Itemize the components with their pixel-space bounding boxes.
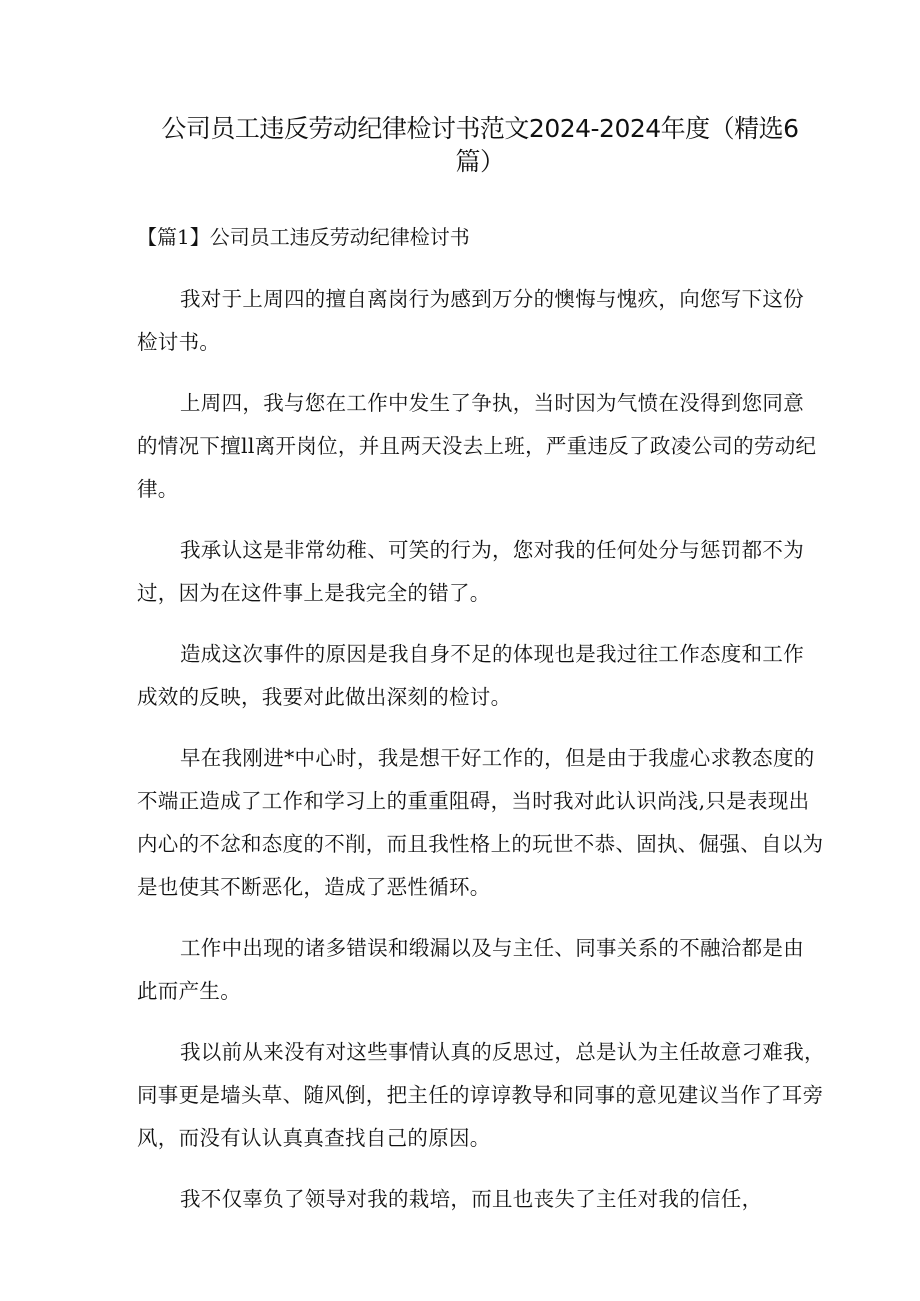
paragraph — [137, 930, 804, 1016]
paragraph-line: 上周四，我与您在工作中发生了争执，当时因为气愤在没得到您同意 — [180, 391, 804, 415]
paragraph-line: 工作中出现的诸多错误和缎漏以及与主任、同事关系的不融洽都是由 — [180, 936, 804, 960]
paragraph — [137, 740, 824, 912]
title-line-1: 公司员工违反劳动纪律检讨书范文2024-2024年度（精选6 — [161, 114, 799, 143]
paragraph-line: 不端正造成了工作和学习上的重重阻碍，当时我对此认识尚浅,只是表现出 — [137, 789, 810, 813]
paragraph-line: 造成这次事件的原因是我自身不足的体现也是我过往工作态度和工作 — [180, 642, 804, 666]
paragraph-line: 风，而没有认认真真查找自己的原因。 — [137, 1126, 491, 1150]
section-heading: 【篇1】公司员工违反劳动纪律检讨书 — [137, 225, 470, 249]
paragraph-line: 我承认这是非常幼稚、可笑的行为，您对我的任何处分与惩罚都不为 — [180, 538, 804, 562]
paragraph-line: 我对于上周四的擅自离岗行为感到万分的懊悔与愧疚，向您写下这份 — [180, 287, 804, 311]
paragraph — [137, 281, 804, 367]
paragraph-line: 律。 — [137, 477, 179, 501]
paragraph-line: 同事更是墙头草、随风倒，把主任的谆谆教导和同事的意见建议当作了耳旁 — [137, 1083, 824, 1107]
paragraph-line: 早在我刚进*中心时，我是想干好工作的，但是由于我虚心求教态度的 — [180, 746, 815, 770]
title-line-2: 篇） — [455, 147, 505, 176]
paragraph-line: 我以前从来没有对这些事情认真的反思过，总是认为主任故意刁难我， — [180, 1040, 825, 1064]
paragraph-line: 此而产生。 — [137, 979, 241, 1003]
paragraph — [137, 532, 804, 618]
paragraph-line: 检讨书。 — [137, 330, 221, 354]
paragraph-line: 我不仅辜负了领导对我的栽培，而且也丧失了主任对我的信任， — [180, 1187, 763, 1211]
paragraph-line: 成效的反映，我要对此做出深刻的检讨。 — [137, 685, 512, 709]
paragraph — [137, 636, 804, 722]
document-title — [160, 112, 800, 178]
paragraph-line: 内心的不忿和态度的不削，而且我性格上的玩世不恭、固执、倔强、自以为 — [137, 832, 824, 856]
paragraph-line: 是也使其不断恶化，造成了恶性循环。 — [137, 875, 491, 899]
paragraph-line: 过，因为在这件事上是我完全的错了。 — [137, 581, 491, 605]
paragraph-line: 的情况下擅ll离开岗位，并且两天没去上班，严重违反了政凌公司的劳动纪 — [137, 434, 817, 458]
document-body — [137, 281, 825, 1242]
paragraph — [137, 385, 817, 514]
paragraph — [137, 1181, 787, 1224]
paragraph — [137, 1034, 825, 1163]
